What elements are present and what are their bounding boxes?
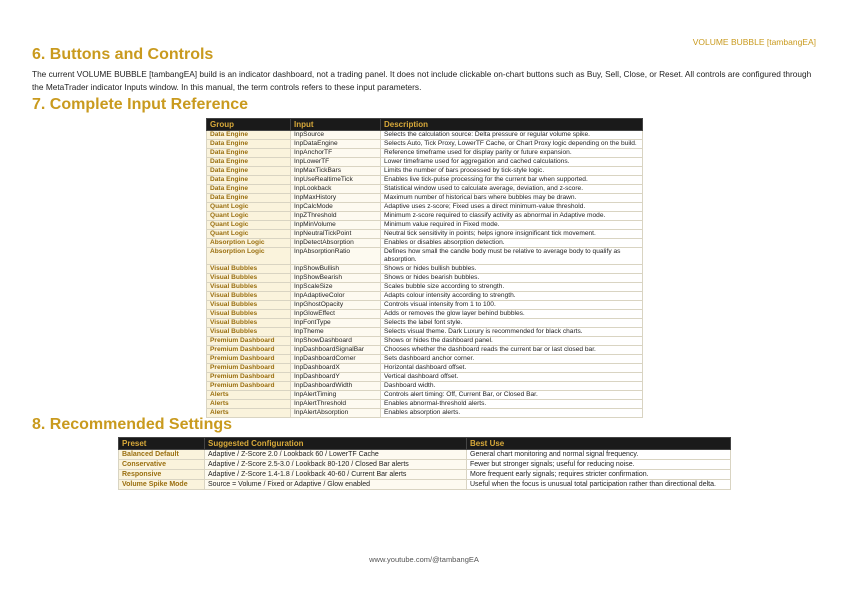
cell-best-use: Useful when the focus is unusual total participation rather than directional delta. (467, 480, 731, 490)
cell-group: Visual Bubbles (207, 283, 291, 292)
table-row (207, 167, 643, 176)
cell-input: InpAnchorTF (291, 149, 381, 158)
cell-preset: Balanced Default (119, 450, 205, 460)
table-row (207, 239, 643, 248)
cell-description: Reference timeframe used for display parity or future expansion. (381, 149, 643, 158)
cell-description: Adapts colour intensity according to strength. (381, 292, 643, 301)
table-row (207, 400, 643, 409)
cell-group: Premium Dashboard (207, 364, 291, 373)
cell-input: InpMinVolume (291, 221, 381, 230)
table-row (207, 409, 643, 418)
table-row (207, 194, 643, 203)
cell-description: Minimum z-score required to classify activity as abnormal in Adaptive mode. (381, 212, 643, 221)
cell-group: Visual Bubbles (207, 274, 291, 283)
cell-input: InpDashboardWidth (291, 382, 381, 391)
cell-description: Lower timeframe used for aggregation and cached calculations. (381, 158, 643, 167)
cell-description: Adds or removes the glow layer behind bubbles. (381, 310, 643, 319)
cell-input: InpMaxTickBars (291, 167, 381, 176)
cell-input: InpAlertTiming (291, 391, 381, 400)
table-row (207, 382, 643, 391)
cell-group: Visual Bubbles (207, 301, 291, 310)
cell-group: Visual Bubbles (207, 328, 291, 337)
cell-description: Limits the number of bars processed by tick-style logic. (381, 167, 643, 176)
cell-preset: Responsive (119, 470, 205, 480)
table-row (207, 185, 643, 194)
cell-description: Shows or hides bullish bubbles. (381, 265, 643, 274)
cell-group: Data Engine (207, 167, 291, 176)
table-row (207, 337, 643, 346)
table-row (207, 265, 643, 274)
cell-configuration: Adaptive / Z-Score 2.0 / Lookback 60 / LowerTF Cache (205, 450, 467, 460)
section-6-title: 6. Buttons and Controls (32, 46, 214, 63)
table-row (207, 158, 643, 167)
document-header-label: VOLUME BUBBLE [tambangEA] (692, 37, 816, 47)
cell-group: Premium Dashboard (207, 355, 291, 364)
cell-input: InpSource (291, 131, 381, 140)
cell-input: InpLowerTF (291, 158, 381, 167)
cell-description: Minimum value required in Fixed mode. (381, 221, 643, 230)
table-row (207, 364, 643, 373)
table-row (207, 346, 643, 355)
cell-group: Alerts (207, 400, 291, 409)
table-row (207, 319, 643, 328)
table-row (207, 221, 643, 230)
cell-input: InpShowBullish (291, 265, 381, 274)
footer-url: www.youtube.com/@tambangEA (369, 555, 479, 564)
cell-preset: Volume Spike Mode (119, 480, 205, 490)
cell-description: Controls visual intensity from 1 to 100. (381, 301, 643, 310)
cell-group: Premium Dashboard (207, 382, 291, 391)
cell-group: Quant Logic (207, 230, 291, 239)
cell-configuration: Adaptive / Z-Score 2.5-3.0 / Lookback 80-120 / Closed Bar alerts (205, 460, 467, 470)
cell-input: InpFontType (291, 319, 381, 328)
cell-input: InpAlertAbsorption (291, 409, 381, 418)
table-row (207, 328, 643, 337)
table-row (207, 248, 643, 265)
cell-preset: Conservative (119, 460, 205, 470)
table-row (207, 274, 643, 283)
column-header-description: Description (381, 119, 643, 131)
section-8-title: 8. Recommended Settings (32, 416, 233, 433)
cell-description: Enables absorption alerts. (381, 409, 643, 418)
cell-description: Vertical dashboard offset. (381, 373, 643, 382)
cell-input: InpDetectAbsorption (291, 239, 381, 248)
cell-input: InpDashboardCorner (291, 355, 381, 364)
table-row (207, 149, 643, 158)
cell-input: InpTheme (291, 328, 381, 337)
table-row (207, 176, 643, 185)
table-row (207, 310, 643, 319)
cell-description: Enables or disables absorption detection. (381, 239, 643, 248)
cell-group: Alerts (207, 409, 291, 418)
cell-input: InpAdaptiveColor (291, 292, 381, 301)
cell-description: Chooses whether the dashboard reads the current bar or last closed bar. (381, 346, 643, 355)
table-row (207, 140, 643, 149)
cell-input: InpAlertThreshold (291, 400, 381, 409)
cell-group: Visual Bubbles (207, 319, 291, 328)
cell-description: Controls alert timing: Off, Current Bar, or Closed Bar. (381, 391, 643, 400)
cell-input: InpGhostOpacity (291, 301, 381, 310)
column-header-best-use: Best Use (467, 438, 731, 450)
cell-input: InpScaleSize (291, 283, 381, 292)
cell-description: Statistical window used to calculate average, deviation, and z-score. (381, 185, 643, 194)
cell-input: InpZThreshold (291, 212, 381, 221)
column-header-configuration: Suggested Configuration (205, 438, 467, 450)
cell-group: Data Engine (207, 176, 291, 185)
column-header-group: Group (207, 119, 291, 131)
table-header-row (119, 438, 731, 450)
cell-group: Data Engine (207, 149, 291, 158)
cell-best-use: Fewer but stronger signals; useful for reducing noise. (467, 460, 731, 470)
cell-description: Sets dashboard anchor corner. (381, 355, 643, 364)
cell-group: Visual Bubbles (207, 310, 291, 319)
cell-input: InpAbsorptionRatio (291, 248, 381, 265)
cell-description: Enables abnormal-threshold alerts. (381, 400, 643, 409)
table-row (207, 203, 643, 212)
cell-group: Quant Logic (207, 212, 291, 221)
cell-input: InpShowDashboard (291, 337, 381, 346)
cell-group: Visual Bubbles (207, 292, 291, 301)
cell-input: InpMaxHistory (291, 194, 381, 203)
table-row (119, 460, 731, 470)
cell-best-use: More frequent early signals; requires stricter confirmation. (467, 470, 731, 480)
cell-description: Adaptive uses z-score; Fixed uses a direct minimum-value threshold. (381, 203, 643, 212)
input-reference-table (206, 118, 643, 418)
cell-description: Shows or hides the dashboard panel. (381, 337, 643, 346)
cell-group: Quant Logic (207, 203, 291, 212)
table-row (207, 391, 643, 400)
table-row (207, 292, 643, 301)
cell-configuration: Adaptive / Z-Score 1.4-1.8 / Lookback 40-60 / Current Bar alerts (205, 470, 467, 480)
cell-input: InpShowBearish (291, 274, 381, 283)
cell-input: InpDataEngine (291, 140, 381, 149)
cell-input: InpGlowEffect (291, 310, 381, 319)
table-row (119, 480, 731, 490)
cell-group: Data Engine (207, 131, 291, 140)
cell-group: Data Engine (207, 140, 291, 149)
cell-description: Horizontal dashboard offset. (381, 364, 643, 373)
cell-input: InpLookback (291, 185, 381, 194)
table-row (207, 131, 643, 140)
cell-group: Data Engine (207, 185, 291, 194)
cell-group: Quant Logic (207, 221, 291, 230)
table-row (207, 283, 643, 292)
cell-description: Selects Auto, Tick Proxy, LowerTF Cache, or Chart Proxy logic depending on the build. (381, 140, 643, 149)
cell-group: Premium Dashboard (207, 337, 291, 346)
cell-description: Selects the label font style. (381, 319, 643, 328)
column-header-preset: Preset (119, 438, 205, 450)
cell-description: Selects visual theme. Dark Luxury is recommended for black charts. (381, 328, 643, 337)
table-row (119, 450, 731, 460)
cell-group: Premium Dashboard (207, 373, 291, 382)
recommended-settings-table (118, 437, 731, 490)
cell-input: InpDashboardSignalBar (291, 346, 381, 355)
table-row (207, 230, 643, 239)
cell-description: Neutral tick sensitivity in points; helps ignore insignificant tick movement. (381, 230, 643, 239)
cell-description: Defines how small the candle body must be relative to average body to qualify as absorption. (381, 248, 643, 265)
cell-description: Maximum number of historical bars where bubbles may be drawn. (381, 194, 643, 203)
column-header-input: Input (291, 119, 381, 131)
cell-input: InpDashboardX (291, 364, 381, 373)
section-7-title: 7. Complete Input Reference (32, 96, 249, 113)
cell-group: Alerts (207, 391, 291, 400)
section-6-paragraph: The current VOLUME BUBBLE [tambangEA] build is an indicator dashboard, not a trading panel. It does not include clickable on-chart buttons such as Buy, Sell, Close, or Reset. All controls are configured through the MetaTrader indicator Inputs window. In this manual, the term controls refers to these input parameters. (32, 69, 812, 92)
cell-group: Data Engine (207, 194, 291, 203)
table-row (207, 301, 643, 310)
cell-input: InpUseRealtimeTick (291, 176, 381, 185)
cell-description: Shows or hides bearish bubbles. (381, 274, 643, 283)
cell-group: Premium Dashboard (207, 346, 291, 355)
table-row (207, 373, 643, 382)
cell-configuration: Source = Volume / Fixed or Adaptive / Glow enabled (205, 480, 467, 490)
table-row (207, 212, 643, 221)
cell-description: Enables live tick-pulse processing for the current bar when supported. (381, 176, 643, 185)
table-row (207, 355, 643, 364)
cell-description: Scales bubble size according to strength. (381, 283, 643, 292)
cell-description: Selects the calculation source: Delta pressure or regular volume spike. (381, 131, 643, 140)
cell-input: InpDashboardY (291, 373, 381, 382)
cell-group: Absorption Logic (207, 239, 291, 248)
table-header-row (207, 119, 643, 131)
cell-group: Absorption Logic (207, 248, 291, 265)
table-row (119, 470, 731, 480)
cell-group: Data Engine (207, 158, 291, 167)
cell-group: Visual Bubbles (207, 265, 291, 274)
cell-best-use: General chart monitoring and normal signal frequency. (467, 450, 731, 460)
cell-input: InpNeutralTickPoint (291, 230, 381, 239)
cell-input: InpCalcMode (291, 203, 381, 212)
cell-description: Dashboard width. (381, 382, 643, 391)
